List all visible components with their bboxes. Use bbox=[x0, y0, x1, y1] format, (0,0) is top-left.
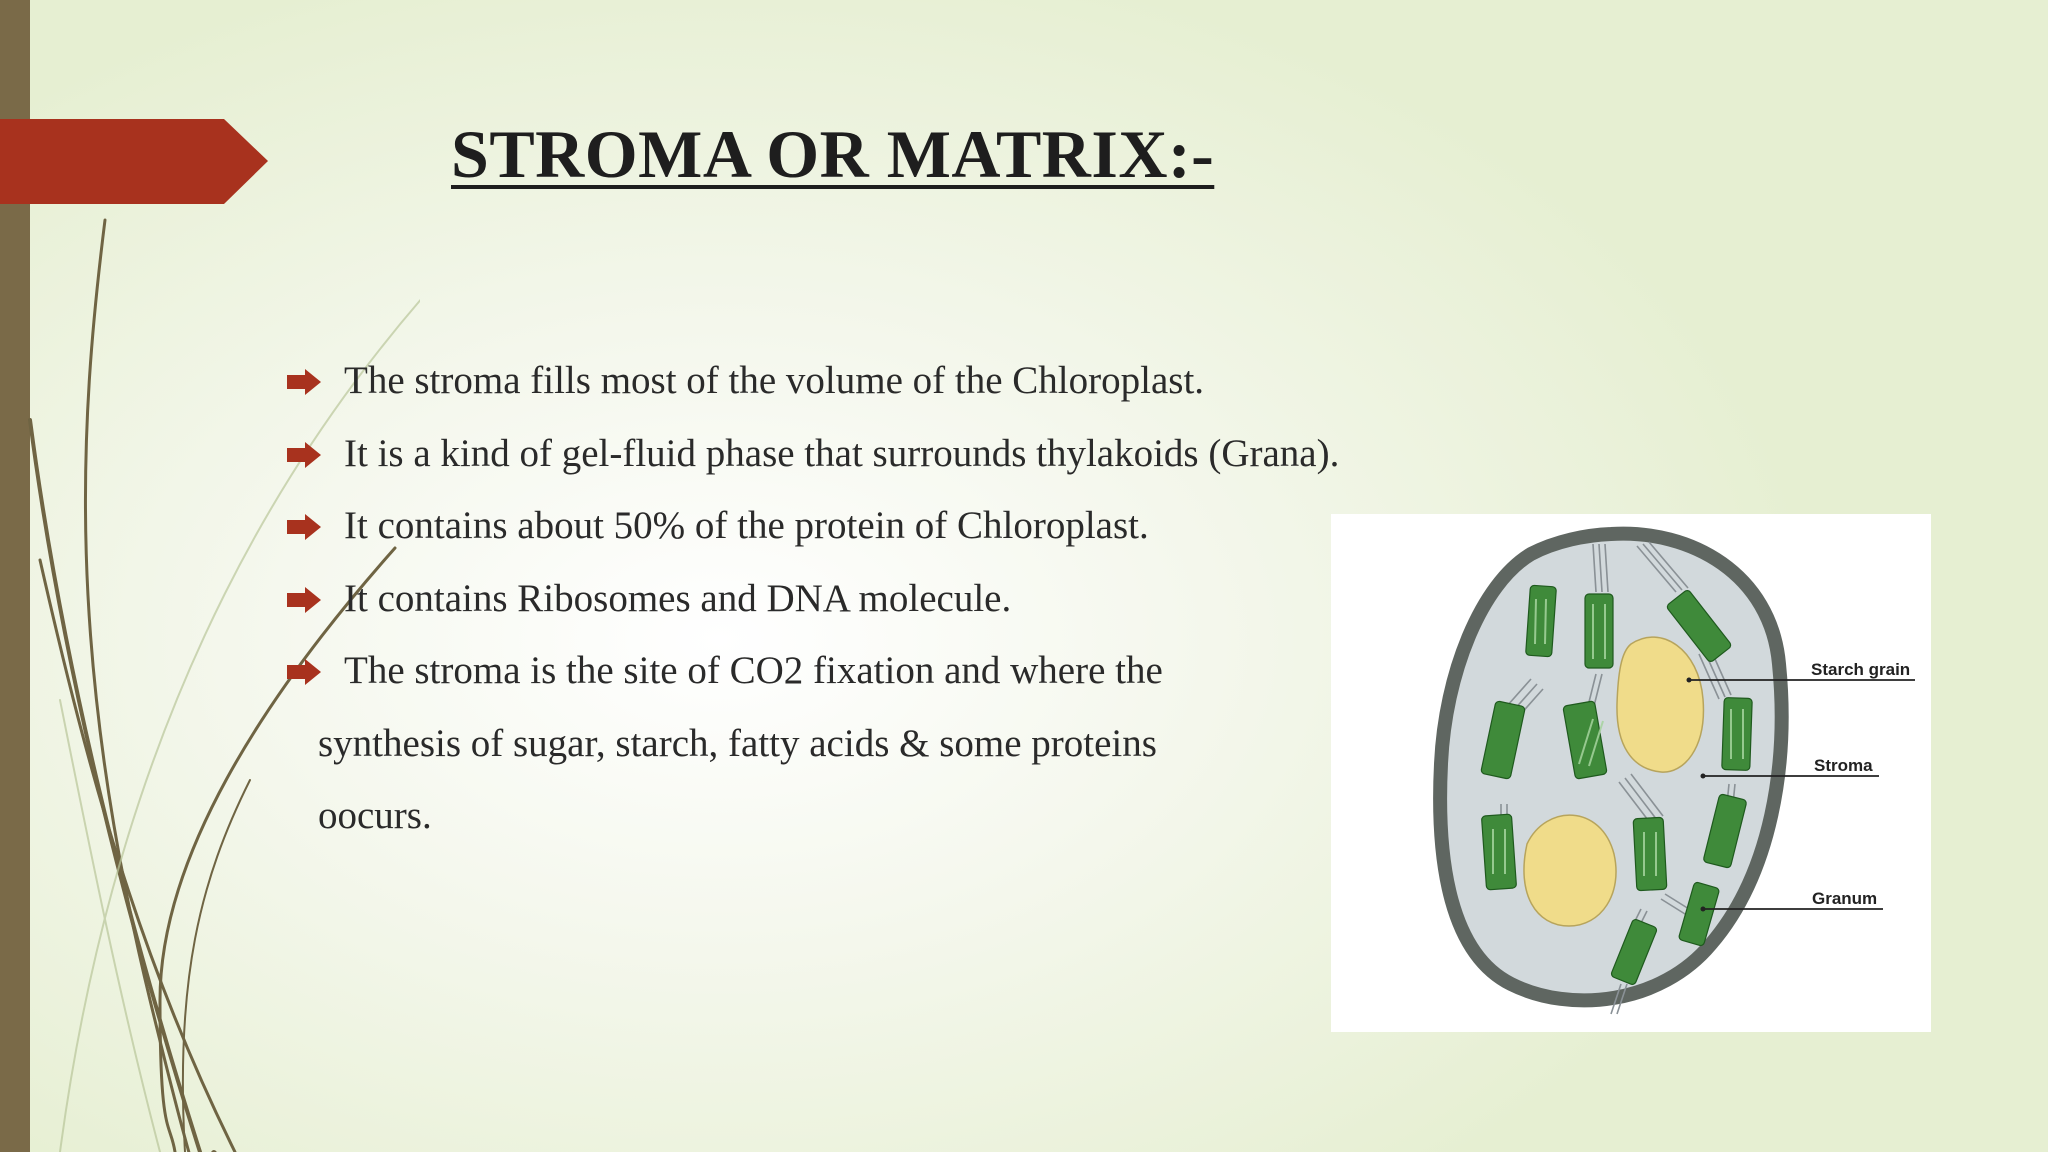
bullet-item bbox=[285, 563, 1465, 636]
bullet-item bbox=[285, 418, 1465, 491]
bullet-item bbox=[285, 345, 1465, 418]
title-banner bbox=[0, 119, 268, 204]
right-arrow-icon bbox=[287, 442, 321, 468]
bullet-continuation: synthesis of sugar, starch, fatty acids & some proteins bbox=[318, 721, 1157, 765]
bullet-text: It contains Ribosomes and DNA molecule. bbox=[344, 576, 1012, 620]
label-stroma: Stroma bbox=[1814, 756, 1873, 775]
bullet-text: The stroma is the site of CO2 fixation and where the bbox=[344, 649, 1163, 692]
bullet-text: It contains about 50% of the protein of Chloroplast. bbox=[344, 504, 1149, 547]
right-arrow-icon bbox=[287, 369, 321, 395]
bullet-item bbox=[285, 490, 1465, 563]
right-arrow-icon bbox=[287, 514, 321, 540]
right-arrow-icon bbox=[287, 659, 321, 685]
bullet-text: The stroma fills most of the volume of the Chloroplast. bbox=[344, 359, 1205, 402]
bullet-text: It is a kind of gel-fluid phase that surrounds thylakoids (Grana). bbox=[344, 431, 1340, 475]
bullet-continuation: oocurs. bbox=[318, 794, 432, 837]
chloroplast-diagram bbox=[1331, 514, 1931, 1032]
right-arrow-icon bbox=[287, 587, 321, 613]
bullet-item bbox=[285, 635, 1465, 853]
starch-grain bbox=[1524, 815, 1616, 926]
slide-title: STROMA OR MATRIX:- bbox=[451, 116, 1215, 192]
bullet-list bbox=[285, 345, 1465, 853]
label-starch-grain: Starch grain bbox=[1811, 660, 1911, 679]
chloroplast-illustration bbox=[1331, 514, 1931, 1032]
label-granum: Granum bbox=[1812, 889, 1878, 908]
